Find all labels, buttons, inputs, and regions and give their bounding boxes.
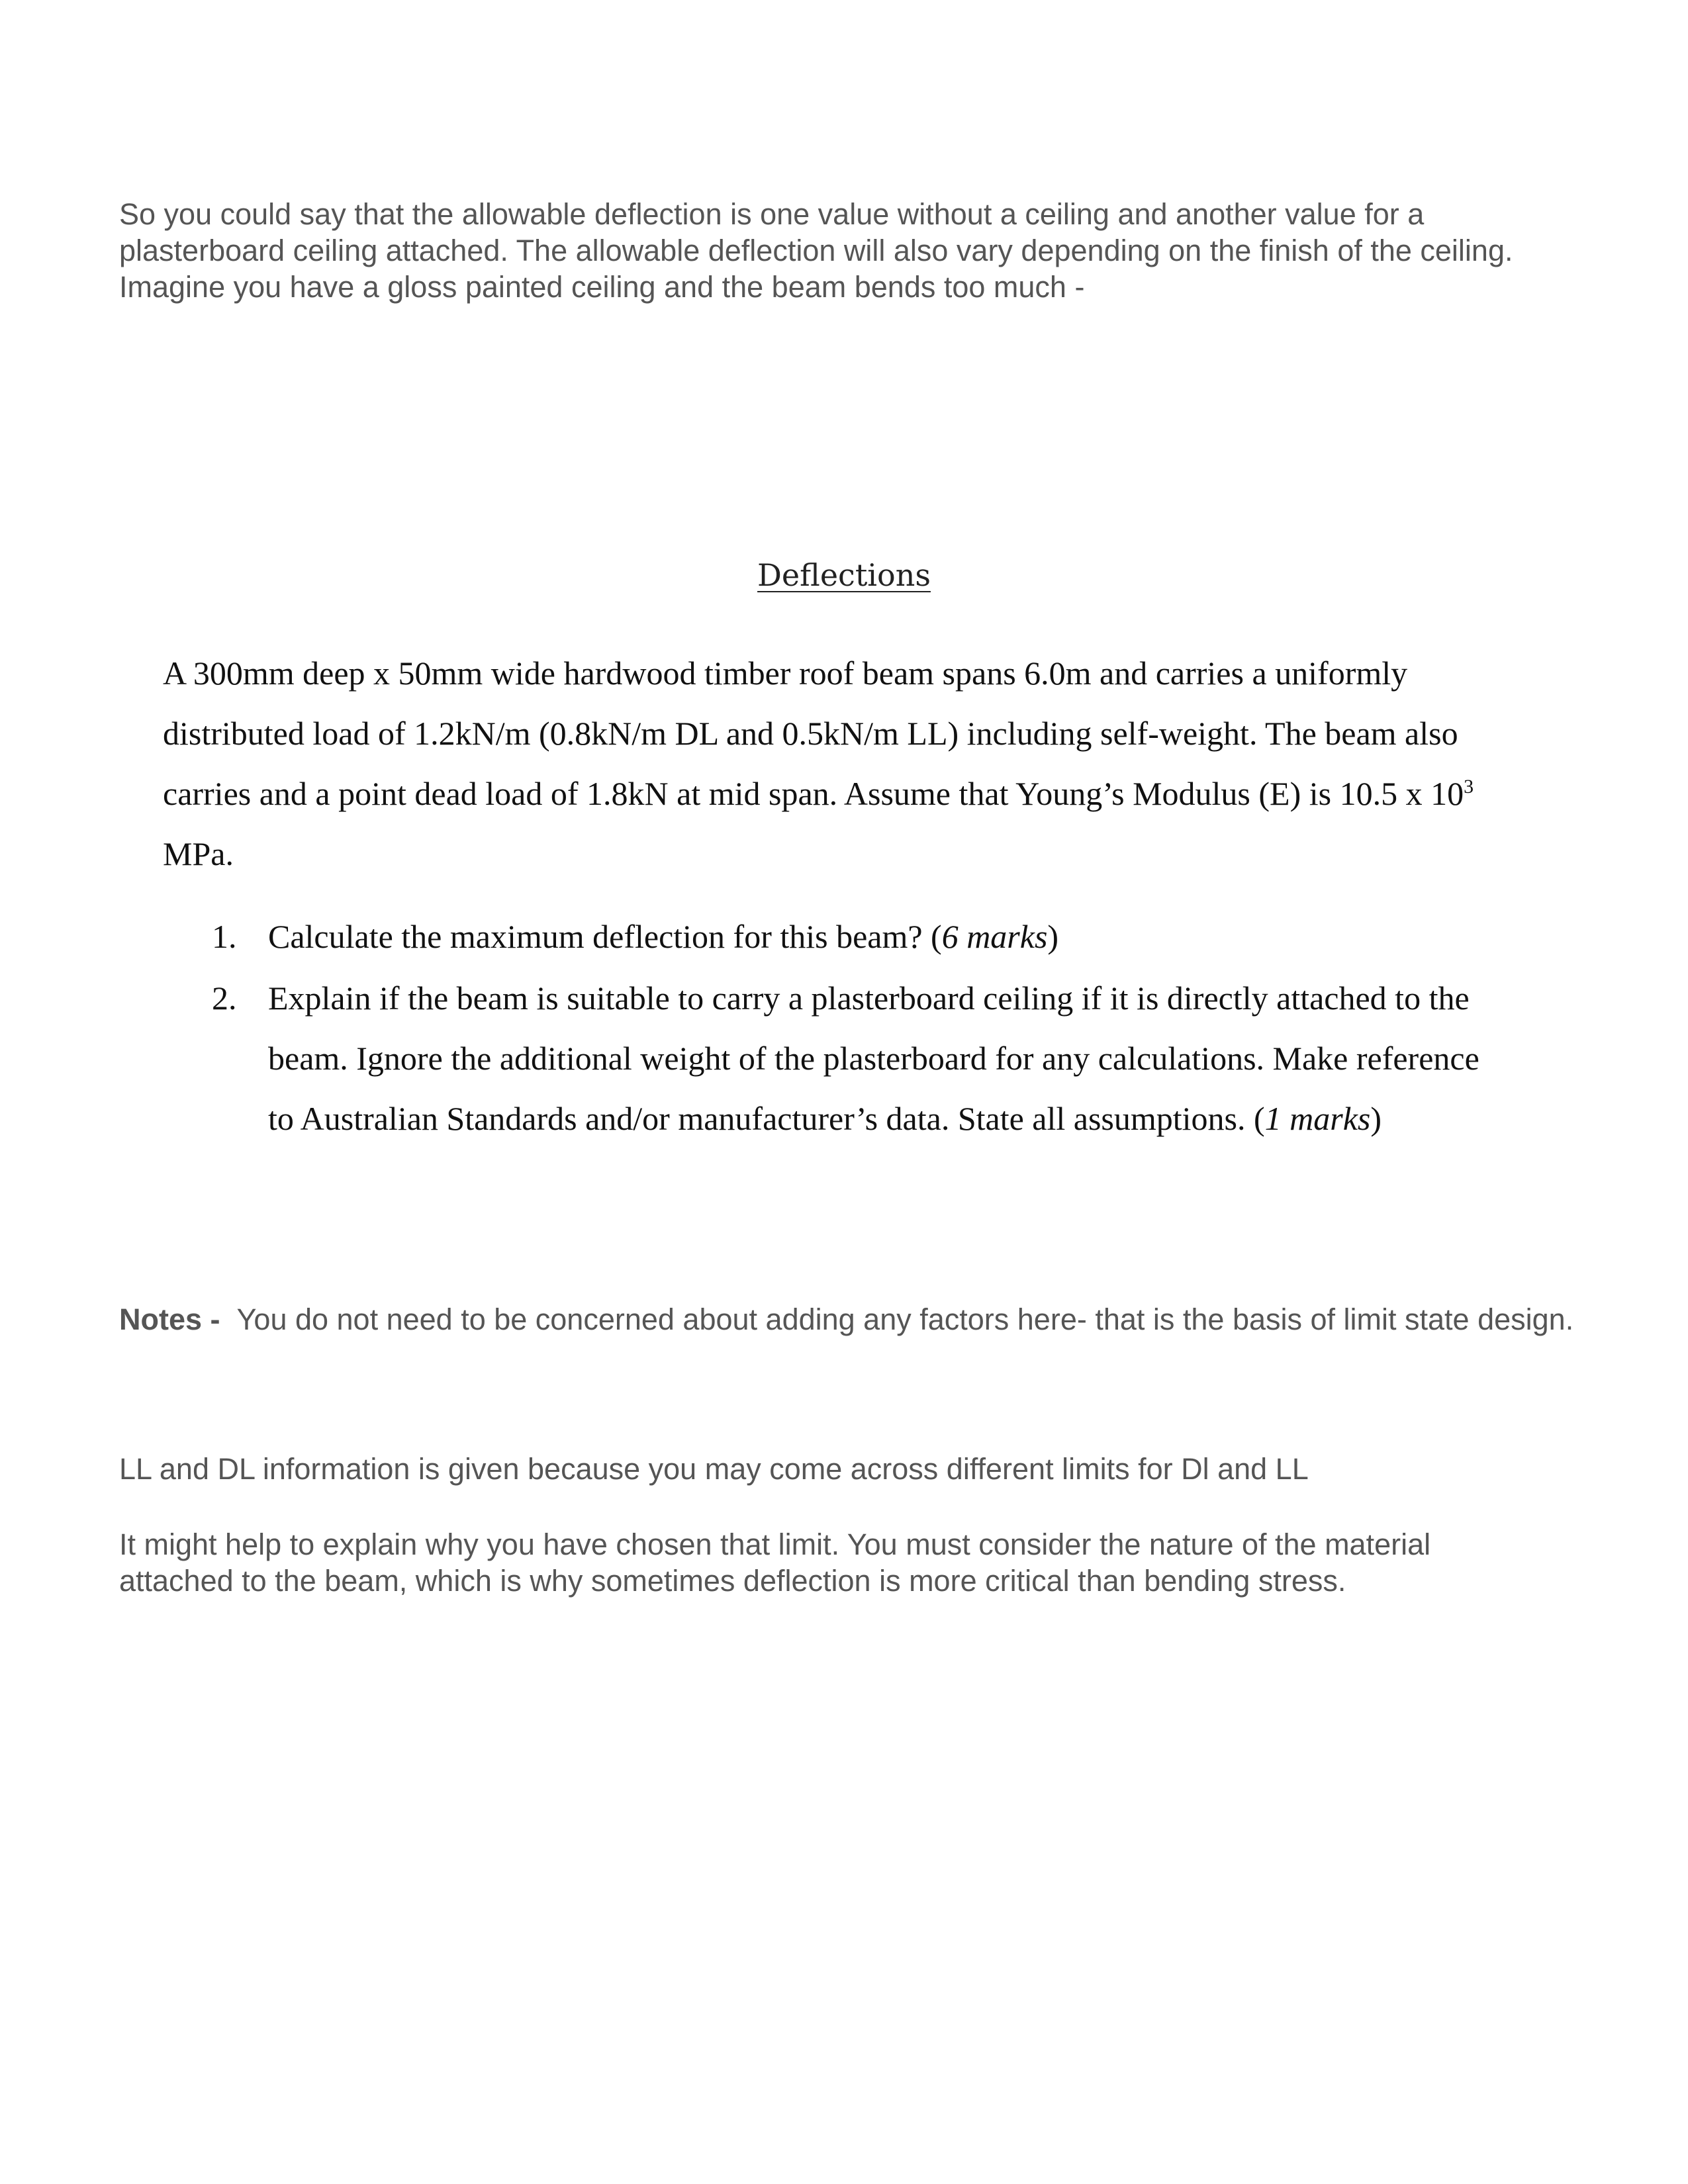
notes-paragraph: [119, 1301, 1575, 1338]
question-close: ): [1047, 918, 1059, 955]
help-text: It might help to explain why you have chosen that limit. You must consider the nature of the material attached to the beam, which is why sometimes deflection is more critical than bending stress.: [119, 1527, 1431, 1598]
question-item: [212, 968, 1509, 1149]
question-number: 2.: [212, 979, 237, 1017]
question-close: ): [1370, 1100, 1382, 1137]
notes-label: Notes -: [119, 1302, 220, 1336]
help-paragraph: [119, 1526, 1549, 1599]
question-text: Explain if the beam is suitable to carry a plasterboard ceiling if it is directly attached to the beam. Ignore the additional weight of the plasterboard for any calculations. Make reference to Australian Standards and/or manufacturer’s data. State all assumptions. (: [268, 979, 1479, 1137]
notes-text: You do not need to be concerned about adding any factors here- that is the basis of limit state design.: [236, 1302, 1574, 1336]
intro-text: So you could say that the allowable deflection is one value without a ceiling and another value for a plasterboard ceiling attached. The allowable deflection will also vary depending on the finish of the ceiling. Imagine you have a gloss painted ceiling and the beam bends too much -: [119, 197, 1513, 304]
section-title-text: Deflections: [757, 557, 931, 593]
ll-dl-paragraph: [119, 1451, 1575, 1487]
question-number: 1.: [212, 918, 237, 955]
question-marks: 1 marks: [1264, 1100, 1371, 1137]
question-marks: 6 marks: [941, 918, 1048, 955]
problem-text: A 300mm deep x 50mm wide hardwood timber roof beam spans 6.0m and carries a uniformly distributed load of 1.2kN/m (0.8kN/m DL and 0.5kN/m LL) including self-weight. The beam also carries and a point dead load of 1.8kN at mid span. Assume that Young’s Modulus (E) is 10.5 x 10: [163, 655, 1464, 812]
ll-dl-text: LL and DL information is given because you may come across different limits for Dl and LL: [119, 1452, 1309, 1486]
section-title: [0, 557, 1688, 593]
problem-text-end: MPa.: [163, 835, 234, 872]
question-item: [212, 907, 1509, 967]
question-list: [212, 907, 1509, 1150]
problem-statement: [163, 643, 1513, 884]
exponent: 3: [1464, 776, 1474, 797]
question-text: Calculate the maximum deflection for this beam? (: [268, 918, 942, 955]
intro-paragraph: [119, 196, 1549, 305]
